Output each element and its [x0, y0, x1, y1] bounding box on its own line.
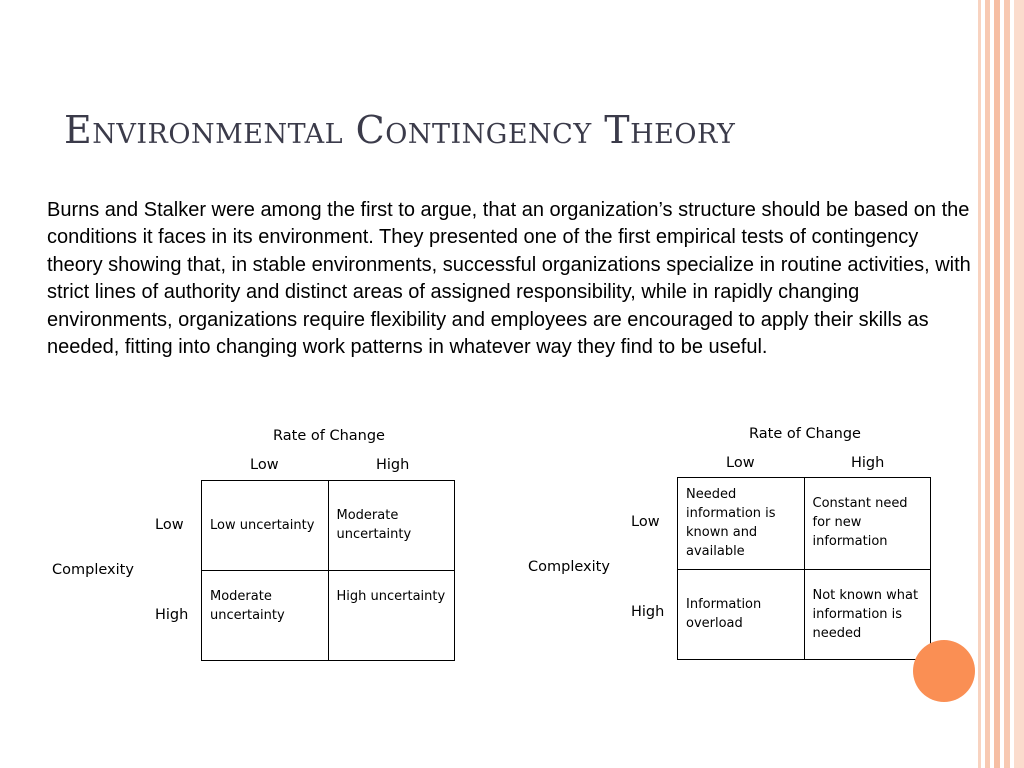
row-high-label: High	[631, 604, 665, 620]
cell-text: Moderate uncertainty	[210, 589, 285, 623]
matrix-grid	[201, 480, 455, 661]
col-header: Rate of Change	[273, 428, 385, 444]
matrix-cell	[678, 570, 805, 660]
cell-text: Needed information is known and available	[686, 487, 776, 559]
matrix-cell	[202, 571, 329, 661]
matrix-grid	[677, 477, 931, 660]
row-header: Complexity	[528, 559, 610, 575]
slide-body-text: Burns and Stalker were among the first to argue, that an organization’s structure should be based on the conditions it faces in its environment. They presented one of the first empirical tests of contingency theory showing that, in stable environments, successful organizations specialize in routine activities, with strict lines of authority and distinct areas of assigned responsibility, while in rapidly changing environments, organizations require flexibility and employees are encouraged to apply their skills as needed, fitting into changing work patterns in whatever way they find to be useful.	[47, 199, 971, 359]
cell-text: High uncertainty	[336, 589, 446, 604]
cell-text: Constant need for new information	[812, 496, 908, 549]
cell-text: Moderate uncertainty	[336, 508, 412, 542]
stripe	[1004, 0, 1010, 768]
row-low-label: Low	[631, 514, 660, 530]
matrix-cell	[678, 478, 805, 570]
row-high-label: High	[155, 607, 189, 623]
stripe	[994, 0, 1000, 768]
cell-text: Low uncertainty	[210, 518, 315, 533]
cell-text: Information overload	[686, 597, 762, 631]
slide-title: Environmental Contingency Theory	[64, 108, 736, 152]
stripe	[978, 0, 981, 768]
col-header: Rate of Change	[749, 426, 861, 442]
matrix-cell	[804, 478, 931, 570]
col-high-label: High	[376, 457, 410, 473]
decorative-stripes	[978, 0, 1024, 768]
col-low-label: Low	[250, 457, 279, 473]
stripe	[985, 0, 990, 768]
matrix-cell	[328, 481, 455, 571]
matrix-cell	[804, 570, 931, 660]
matrix-cell	[202, 481, 329, 571]
cell-text: Not known what information is needed	[812, 588, 919, 641]
stripe	[1014, 0, 1024, 768]
col-low-label: Low	[726, 455, 755, 471]
row-header: Complexity	[52, 562, 134, 578]
row-low-label: Low	[155, 517, 184, 533]
col-high-label: High	[851, 455, 885, 471]
decorative-circle	[913, 640, 975, 702]
matrix-cell	[328, 571, 455, 661]
